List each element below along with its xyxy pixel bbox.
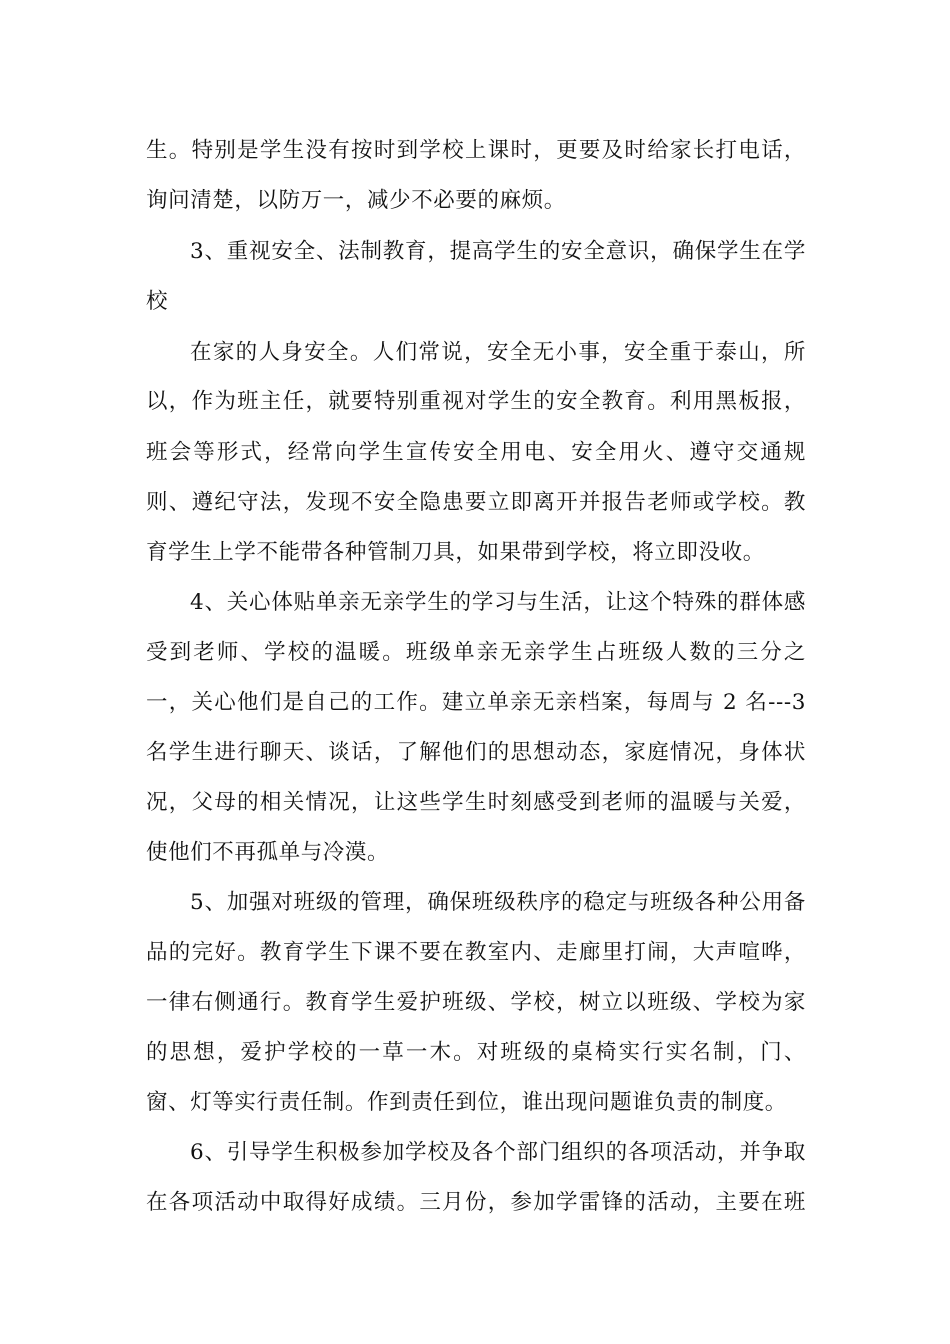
text-line: 询问清楚，以防万一，减少不必要的麻烦。 [146, 188, 566, 213]
text-line: 5、加强对班级的管理，确保班级秩序的稳定与班级各种公用备 [190, 890, 806, 915]
text-line: 窗、灯等实行责任制。作到责任到位，谁出现问题谁负责的制度。 [146, 1090, 787, 1115]
text-line: 受到老师、学校的温暖。班级单亲无亲学生占班级人数的三分之 [146, 640, 806, 665]
text-line: 6、引导学生积极参加学校及各个部门组织的各项活动，并争取 [190, 1140, 806, 1165]
text-line: 4、关心体贴单亲无亲学生的学习与生活，让这个特殊的群体感 [190, 590, 806, 615]
text-line: 校 [146, 289, 169, 314]
text-line: 班会等形式，经常向学生宣传安全用电、安全用火、遵守交通规 [146, 440, 806, 465]
text-line: 在家的人身安全。人们常说，安全无小事，安全重于泰山，所 [190, 340, 806, 365]
text-line: 在各项活动中取得好成绩。三月份，参加学雷锋的活动，主要在班 [146, 1190, 806, 1215]
text-line: 则、遵纪守法，发现不安全隐患要立即离开并报告老师或学校。教 [146, 490, 806, 515]
text-line: 3、重视安全、法制教育，提高学生的安全意识，确保学生在学 [190, 239, 806, 264]
text-line: 一律右侧通行。教育学生爱护班级、学校，树立以班级、学校为家 [146, 990, 806, 1015]
text-line: 以，作为班主任，就要特别重视对学生的安全教育。利用黑板报， [146, 389, 806, 414]
text-line: 品的完好。教育学生下课不要在教室内、走廊里打闹，大声喧哗， [146, 940, 806, 965]
text-line: 名学生进行聊天、谈话，了解他们的思想动态，家庭情况，身体状 [146, 740, 806, 765]
text-line: 生。特别是学生没有按时到学校上课时，更要及时给家长打电话， [146, 138, 806, 163]
text-line: 一，关心他们是自己的工作。建立单亲无亲档案，每周与 2 名---3 [146, 690, 806, 715]
text-line: 使他们不再孤单与冷漠。 [146, 840, 390, 865]
text-line: 的思想，爱护学校的一草一木。对班级的桌椅实行实名制，门、 [146, 1040, 806, 1065]
text-line: 育学生上学不能带各种管制刀具，如果带到学校，将立即没收。 [146, 540, 765, 565]
text-line: 况，父母的相关情况，让这些学生时刻感受到老师的温暖与关爱， [146, 790, 806, 815]
